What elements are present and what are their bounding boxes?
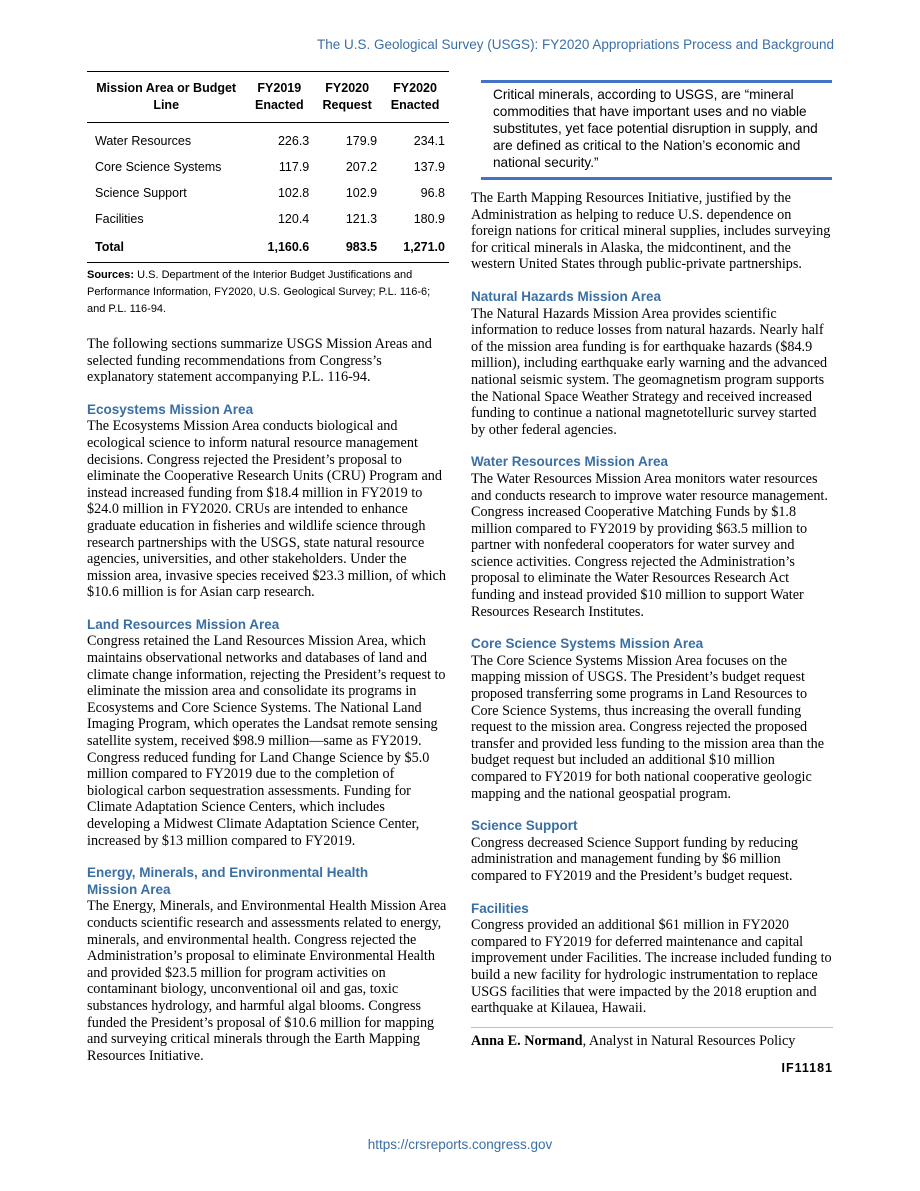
table-cell: 102.8 [277, 185, 310, 200]
author-role: , Analyst in Natural Resources Policy [582, 1032, 796, 1049]
intro-paragraph: The following sections summarize USGS Mission Areas and selected funding recommendations from Congress’s explanatory statement accompanying P.L. 116-94. [87, 335, 432, 386]
table-cell: Core Science Systems [95, 160, 222, 175]
table-row [87, 155, 449, 181]
table-cell: Water Resources [95, 134, 192, 149]
sources-label: Sources: [87, 268, 135, 281]
table-total-row [87, 232, 449, 262]
left-column [87, 71, 449, 1064]
paragraph-land-resources: Congress retained the Land Resources Mission Area, which maintains observational networks and databases of land and climate change information, rejecting the President’s request to eliminate the mission area and consolidate its programs in Ecosystems and Core Science Systems. The National Land Imaging Program, which operates the Landsat remote sensing satellite system, received $98.9 million—same as FY2019. Congress reduced funding for Land Change Science by $5.0 million compared to FY2019 due to the completion of biological carbon sequestration assessments. Funding for Climate Adaptation Science Centers, which includes developing a Midwest Climate Adaptation Science Center, increased by $13 million compared to FY2019. [87, 633, 446, 849]
heading-land-resources: Land Resources Mission Area [87, 616, 280, 632]
heading-science-support: Science Support [471, 818, 578, 834]
table-cell: 234.1 [413, 134, 445, 149]
paragraph-energy-minerals: The Energy, Minerals, and Environmental Health Mission Area conducts scientific research and assessments related to energy, minerals, and environmental health. Congress rejected the Administration’s proposal to eliminate Environmental Health and provided $23.5 million for program activities on contaminant biology, unconventional oil and gas, toxic substances hydrology, and harmful algal blooms. Congress funded the President’s proposal of $10.6 million for mapping and surveying critical minerals through the Earth Mapping Resources Initiative. [87, 898, 447, 1064]
paragraph-core-science: The Core Science Systems Mission Area focuses on the mapping mission of USGS. The President’s budget request proposed transferring some programs in Land Resources to Core Science Systems, thus increasing the overall funding request to the mission area. Congress rejected the proposed transfer and provided less funding to the mission area than the budget request but included an additional $10 million compared to FY2019 for both national cooperative geologic mapping and the national geospatial program. [471, 652, 825, 802]
table-cell: 117.9 [278, 160, 310, 175]
page-header-title: The U.S. Geological Survey (USGS): FY2020 Appropriations Process and Background [316, 37, 834, 52]
footer-url[interactable]: https://crsreports.congress.gov [367, 1137, 553, 1152]
table-cell: 102.9 [345, 185, 378, 200]
table-cell: 137.9 [413, 160, 445, 175]
paragraph-water-resources: The Water Resources Mission Area monitors water resources and conducts research to improve water resource management. Congress increased Cooperative Matching Funds by $1.8 million compared to FY2019 by providing $63.5 million to partner with nonfederal cooperators for water survey and science activities. Congress rejected the Administration’s proposal to eliminate the Water Resources Research Act funding and instead provided $10 million to support Water Resources Research Institutes. [471, 470, 828, 620]
column-header: Mission Area or Budget Line [87, 72, 245, 123]
table-cell: 121.3 [345, 211, 378, 226]
column-header: FY2019 Enacted [245, 72, 313, 123]
author-name: Anna E. Normand [471, 1032, 583, 1049]
critical-minerals-callout: Critical minerals, according to USGS, are “mineral commodities that have important uses and no viable substitutes, yet face potential disruption in supply, and are defined as critical to the Nation’s economic and national security.” [481, 80, 832, 180]
author-block [471, 1027, 833, 1050]
table-cell: Facilities [95, 211, 144, 226]
table-cell: 1,160.6 [245, 232, 313, 262]
table-row [87, 181, 449, 207]
table-cell: 96.8 [420, 185, 445, 200]
paragraph-earth-mapping: The Earth Mapping Resources Initiative, justified by the Administration as helping to reduce U.S. dependence on foreign nations for critical mineral supplies, includes surveying for critical minerals in Alaska, the midcontinent, and the western United States through public-private partnerships. [471, 190, 831, 273]
paragraph-science-support: Congress decreased Science Support funding by reducing administration and management funding by $6 million compared to FY2019 and the President’s budget request. [471, 834, 799, 884]
table-cell: 207.2 [345, 160, 378, 175]
table-cell: 120.4 [277, 211, 310, 226]
column-header: FY2020 Request [313, 72, 381, 123]
heading-natural-hazards: Natural Hazards Mission Area [471, 288, 662, 304]
heading-energy-minerals: Energy, Minerals, and Environmental Health Mission Area [87, 865, 369, 897]
table-cell: 179.9 [345, 134, 378, 149]
table-cell: Science Support [95, 185, 187, 200]
table-cell: 226.3 [277, 134, 310, 149]
paragraph-ecosystems: The Ecosystems Mission Area conducts biological and ecological science to inform natural resource management decisions. Congress rejected the President’s proposal to eliminate the Cooperative Research Units (CRU) Program and instead increased funding from $18.4 million in FY2019 to $24.0 million in FY2020. CRUs are intended to enhance graduate education in fisheries and wildlife science through research partnerships with the USGS, state natural resource agencies, universities, and other stakeholders. Under the mission area, invasive species received $23.3 million, of which $10.6 million is for Asian carp research. [87, 418, 446, 601]
column-header: FY2020 Enacted [381, 72, 449, 123]
table-cell: 983.5 [313, 232, 381, 262]
right-column [471, 80, 833, 1075]
budget-table [87, 71, 449, 263]
table-row [87, 206, 449, 232]
table-cell: 1,271.0 [381, 232, 449, 262]
sources-text: U.S. Department of the Interior Budget Justifications and Performance Information, FY2020, U.S. Geological Survey; P.L. 116-6; and P.L. 116-94. [87, 268, 431, 315]
paragraph-natural-hazards: The Natural Hazards Mission Area provides scientific information to reduce losses from natural hazards. Nearly half of the mission area funding is for earthquake hazards ($84.9 million), including earthquake early warning and the advanced national seismic system. The geomagnetism program supports the National Space Weather Strategy and received increased funding to continue a national magnetotelluric survey started by other federal agencies. [471, 305, 828, 438]
paragraph-facilities: Congress provided an additional $61 million in FY2020 compared to FY2019 for deferred maintenance and capital improvement under Facilities. The increase included funding to build a new facility for hydrologic instrumentation to replace USGS facilities that were impacted by the 2018 eruption and earthquake at Kilauea, Hawaii. [471, 917, 832, 1017]
heading-ecosystems: Ecosystems Mission Area [87, 401, 254, 417]
table-row [87, 123, 449, 155]
heading-water-resources: Water Resources Mission Area [471, 454, 669, 470]
author-line [471, 1033, 833, 1050]
table-cell: Total [87, 232, 245, 262]
table-sources-note [87, 267, 449, 318]
heading-core-science: Core Science Systems Mission Area [471, 636, 704, 652]
table-header-row [87, 72, 449, 123]
heading-facilities: Facilities [471, 900, 529, 916]
table-cell: 180.9 [413, 211, 445, 226]
document-code: IF11181 [781, 1061, 833, 1076]
